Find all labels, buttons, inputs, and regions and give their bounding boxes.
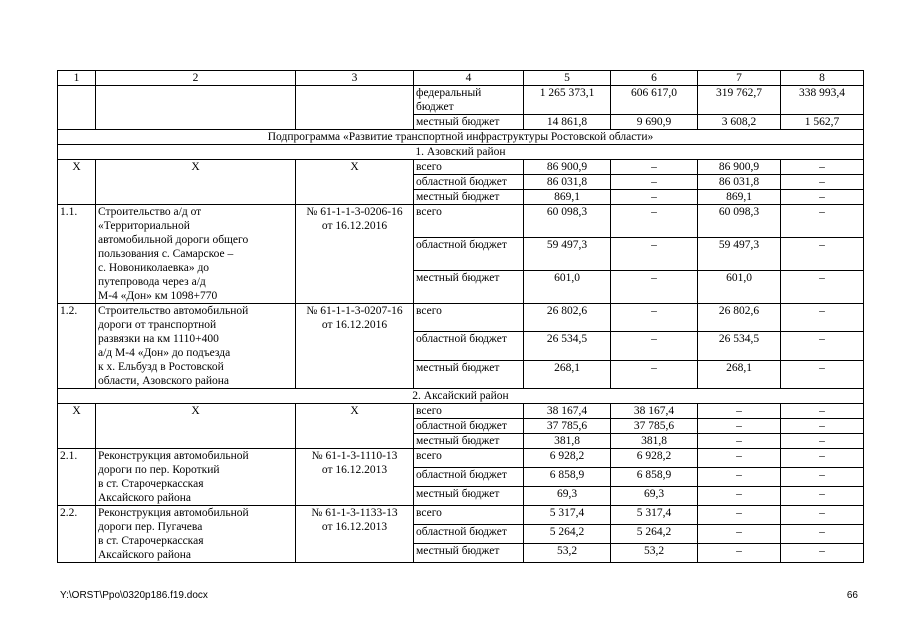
amount: 26 534,5 <box>698 332 781 360</box>
budget-type: всего <box>414 304 524 332</box>
amount: 38 167,4 <box>611 404 698 419</box>
summary-cell: Х <box>296 160 414 205</box>
cell-line: развязки на км 1110+400 <box>98 333 219 345</box>
amount: – <box>781 434 864 449</box>
amount: 59 497,3 <box>698 238 781 271</box>
amount: 6 928,2 <box>524 449 611 468</box>
amount: – <box>781 160 864 175</box>
item-document <box>296 205 414 304</box>
amount: – <box>698 434 781 449</box>
amount: – <box>611 304 698 332</box>
amount: 1 562,7 <box>781 115 864 130</box>
amount: 6 858,9 <box>611 468 698 487</box>
cell-line: Реконструкция автомобильной <box>98 450 249 462</box>
amount: 26 802,6 <box>524 304 611 332</box>
summary-cell: Х <box>96 160 296 205</box>
amount: – <box>611 205 698 238</box>
amount: – <box>611 332 698 360</box>
cell-line: дороги пер. Пугачева <box>98 521 203 533</box>
amount: – <box>781 205 864 238</box>
amount: 5 264,2 <box>524 525 611 544</box>
cell-line: № 61-1-1-3-0207-16 <box>306 305 403 317</box>
amount: 1 265 373,1 <box>524 86 611 115</box>
item-number: 2.2. <box>58 506 96 563</box>
amount: – <box>698 506 781 525</box>
cell-line: области, Азовского района <box>98 375 230 387</box>
cell-line: «Территориальной <box>98 220 190 232</box>
column-number: 5 <box>524 71 611 86</box>
cell-line: от 16.12.2016 <box>321 319 388 331</box>
amount: – <box>781 304 864 332</box>
item-name <box>96 449 296 506</box>
item-document <box>296 506 414 563</box>
amount: 606 617,0 <box>611 86 698 115</box>
item-row <box>58 304 864 332</box>
amount: 26 802,6 <box>698 304 781 332</box>
budget-type: областной бюджет <box>414 468 524 487</box>
column-number: 8 <box>781 71 864 86</box>
amount: – <box>781 360 864 388</box>
amount: 38 167,4 <box>524 404 611 419</box>
amount: 5 317,4 <box>611 506 698 525</box>
section-row <box>58 389 864 404</box>
cell-line: путепровода через а/д <box>98 276 206 288</box>
item-row <box>58 506 864 525</box>
amount: – <box>698 404 781 419</box>
budget-type: областной бюджет <box>414 332 524 360</box>
item-number: 2.1. <box>58 449 96 506</box>
summary-cell: Х <box>296 404 414 449</box>
cell-line: дороги от транспортной <box>98 319 217 331</box>
cell-line: Аксайского района <box>98 549 192 561</box>
amount: 37 785,6 <box>524 419 611 434</box>
column-number: 7 <box>698 71 781 86</box>
amount: 338 993,4 <box>781 86 864 115</box>
amount: 53,2 <box>611 544 698 563</box>
summary-row <box>58 160 864 175</box>
amount: 381,8 <box>611 434 698 449</box>
budget-type: местный бюджет <box>414 544 524 563</box>
amount: 6 858,9 <box>524 468 611 487</box>
amount: 381,8 <box>524 434 611 449</box>
amount: – <box>611 175 698 190</box>
item-name <box>96 304 296 389</box>
amount: 86 031,8 <box>524 175 611 190</box>
budget-type: областной бюджет <box>414 525 524 544</box>
amount: 869,1 <box>698 190 781 205</box>
amount: 5 264,2 <box>611 525 698 544</box>
section-row <box>58 145 864 160</box>
budget-type: местный бюджет <box>414 271 524 304</box>
cell-line: № 61-1-3-1110-13 <box>311 450 398 462</box>
header-row <box>58 71 864 86</box>
cell-line: с. Новониколаевка» до <box>98 262 210 274</box>
amount: 69,3 <box>611 487 698 506</box>
cell-line: от 16.12.2013 <box>321 464 388 476</box>
item-name <box>96 506 296 563</box>
amount: 3 608,2 <box>698 115 781 130</box>
amount: – <box>781 404 864 419</box>
budget-type: всего <box>414 506 524 525</box>
table-cell <box>96 86 296 130</box>
cell-line: к х. Ельбузд в Ростовской <box>98 361 224 373</box>
amount: – <box>781 271 864 304</box>
amount: 319 762,7 <box>698 86 781 115</box>
budget-type: всего <box>414 205 524 238</box>
cell-line: а/д М-4 «Дон» до подъезда <box>98 347 231 359</box>
cell-line: Аксайского района <box>98 492 192 504</box>
section-title: 1. Азовский район <box>58 145 864 160</box>
summary-row <box>58 404 864 419</box>
summary-cell: Х <box>96 404 296 449</box>
item-row <box>58 449 864 468</box>
amount: – <box>781 238 864 271</box>
budget-type: всего <box>414 449 524 468</box>
amount: 6 928,2 <box>611 449 698 468</box>
summary-cell: Х <box>58 404 96 449</box>
budget-type: местный бюджет <box>414 115 524 130</box>
cell-line: № 61-1-3-1133-13 <box>311 507 398 519</box>
amount: 60 098,3 <box>698 205 781 238</box>
amount: 268,1 <box>524 360 611 388</box>
cell-line: дороги по пер. Короткий <box>98 464 220 476</box>
column-number: 3 <box>296 71 414 86</box>
budget-table <box>57 70 864 563</box>
table-cell <box>58 86 96 130</box>
amount: 86 031,8 <box>698 175 781 190</box>
table-row <box>58 86 864 115</box>
page-number: 66 <box>846 590 858 601</box>
amount: 5 317,4 <box>524 506 611 525</box>
table-cell <box>296 86 414 130</box>
amount: 86 900,9 <box>698 160 781 175</box>
amount: – <box>781 175 864 190</box>
item-document <box>296 449 414 506</box>
amount: 53,2 <box>524 544 611 563</box>
subprogram-title: Подпрограмма «Развитие транспортной инфраструктуры Ростовской области» <box>58 130 864 145</box>
cell-line: М-4 «Дон» км 1098+770 <box>98 290 218 302</box>
amount: 60 098,3 <box>524 205 611 238</box>
amount: 37 785,6 <box>611 419 698 434</box>
item-number: 1.2. <box>58 304 96 389</box>
amount: – <box>611 238 698 271</box>
amount: – <box>611 271 698 304</box>
budget-type: местный бюджет <box>414 360 524 388</box>
amount: – <box>698 525 781 544</box>
cell-line: Реконструкция автомобильной <box>98 507 249 519</box>
budget-type: федеральный бюджет <box>414 86 524 115</box>
budget-type: областной бюджет <box>414 238 524 271</box>
amount: – <box>781 487 864 506</box>
amount: 869,1 <box>524 190 611 205</box>
amount: – <box>781 544 864 563</box>
cell-line: от 16.12.2016 <box>321 220 388 232</box>
amount: 9 690,9 <box>611 115 698 130</box>
item-document <box>296 304 414 389</box>
cell-line: Строительство а/д от <box>98 206 202 218</box>
amount: – <box>698 419 781 434</box>
amount: 86 900,9 <box>524 160 611 175</box>
file-path: Y:\ORST\Ppo\0320p186.f19.docx <box>60 590 208 601</box>
amount: – <box>611 160 698 175</box>
summary-cell: Х <box>58 160 96 205</box>
cell-line: Строительство автомобильной <box>98 305 249 317</box>
budget-type: местный бюджет <box>414 487 524 506</box>
cell-line: в ст. Старочеркасская <box>98 478 204 490</box>
budget-type: областной бюджет <box>414 175 524 190</box>
amount: – <box>611 190 698 205</box>
budget-type: областной бюджет <box>414 419 524 434</box>
amount: 601,0 <box>524 271 611 304</box>
budget-type: всего <box>414 404 524 419</box>
amount: – <box>781 419 864 434</box>
amount: – <box>781 449 864 468</box>
amount: – <box>781 468 864 487</box>
amount: 69,3 <box>524 487 611 506</box>
cell-line: автомобильной дороги общего <box>98 234 249 246</box>
amount: 268,1 <box>698 360 781 388</box>
budget-type: местный бюджет <box>414 434 524 449</box>
item-number: 1.1. <box>58 205 96 304</box>
amount: – <box>698 487 781 506</box>
budget-type: местный бюджет <box>414 190 524 205</box>
amount: – <box>698 468 781 487</box>
amount: 26 534,5 <box>524 332 611 360</box>
cell-line: в ст. Старочеркасская <box>98 535 204 547</box>
cell-line: от 16.12.2013 <box>321 521 388 533</box>
amount: 14 861,8 <box>524 115 611 130</box>
amount: – <box>698 544 781 563</box>
subprogram-row <box>58 130 864 145</box>
amount: 601,0 <box>698 271 781 304</box>
amount: – <box>781 190 864 205</box>
amount: – <box>698 449 781 468</box>
cell-line: пользования с. Самарское – <box>98 248 234 260</box>
budget-type: всего <box>414 160 524 175</box>
item-name <box>96 205 296 304</box>
amount: – <box>781 332 864 360</box>
column-number: 1 <box>58 71 96 86</box>
column-number: 4 <box>414 71 524 86</box>
section-title: 2. Аксайский район <box>58 389 864 404</box>
cell-line: № 61-1-1-3-0206-16 <box>306 206 403 218</box>
item-row <box>58 205 864 238</box>
amount: – <box>781 506 864 525</box>
amount: – <box>611 360 698 388</box>
amount: – <box>781 525 864 544</box>
column-number: 6 <box>611 71 698 86</box>
amount: 59 497,3 <box>524 238 611 271</box>
column-number: 2 <box>96 71 296 86</box>
